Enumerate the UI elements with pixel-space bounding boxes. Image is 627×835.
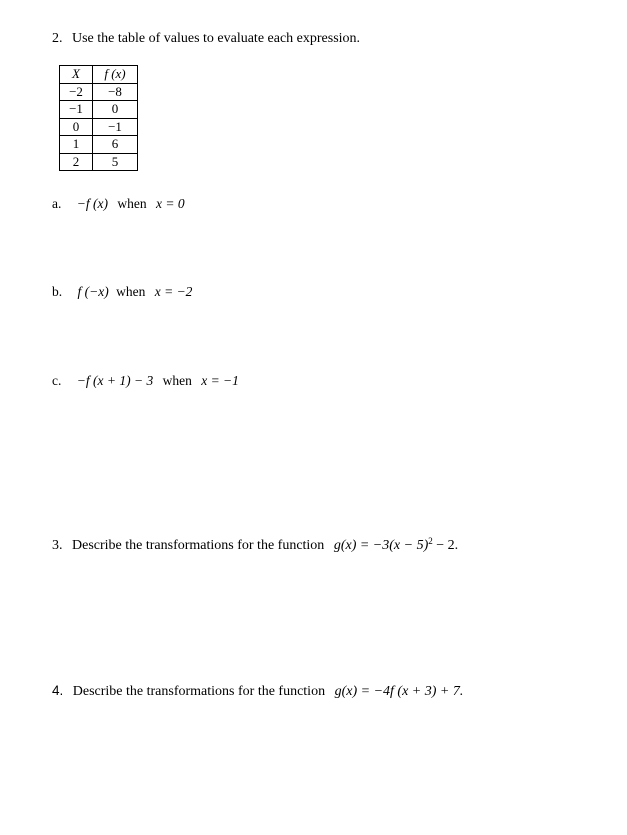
part-c-expression: −f (x + 1) − 3	[76, 373, 154, 388]
question-3-function-tail: − 2.	[432, 538, 459, 553]
values-table	[59, 65, 138, 171]
table-cell-fx: 0	[93, 101, 138, 119]
part-a-condition: x = 0	[155, 196, 185, 211]
question-3-number: 3.	[52, 538, 63, 553]
table-cell-x: −2	[60, 83, 93, 101]
table-cell-fx: −8	[93, 83, 138, 101]
table-cell-fx: −1	[93, 118, 138, 136]
part-b-expression: f (−x)	[77, 284, 109, 299]
table-row	[60, 153, 138, 171]
part-a-when: when	[117, 196, 147, 211]
table-row	[60, 118, 138, 136]
table-header-row	[60, 66, 138, 84]
question-4	[52, 683, 463, 700]
question-4-function: g(x) = −4f (x + 3) + 7.	[334, 684, 464, 699]
question-4-number: 4.	[52, 683, 64, 698]
question-2	[52, 31, 360, 47]
question-4-text: Describe the transformations for the function	[72, 684, 326, 699]
table-cell-fx: 5	[93, 153, 138, 171]
table-header-fx: f (x)	[93, 66, 138, 84]
question-3	[52, 536, 458, 554]
part-b	[52, 284, 192, 300]
part-c-condition: x = −1	[201, 373, 239, 388]
part-b-when: when	[116, 284, 146, 299]
part-a-expression: −f (x)	[76, 196, 108, 211]
part-c	[52, 373, 239, 389]
table-row	[60, 83, 138, 101]
part-b-label: b.	[52, 284, 63, 299]
table-header-x: X	[60, 66, 93, 84]
table-cell-x: 1	[60, 136, 93, 154]
table-row	[60, 136, 138, 154]
question-2-number: 2.	[52, 31, 63, 46]
table-cell-x: 2	[60, 153, 93, 171]
table-row	[60, 101, 138, 119]
question-2-text: Use the table of values to evaluate each expression.	[72, 31, 361, 46]
part-b-condition: x = −2	[154, 284, 193, 299]
part-a	[52, 196, 185, 212]
part-c-label: c.	[52, 373, 62, 388]
question-3-text: Describe the transformations for the function	[72, 538, 325, 553]
table-cell-x: −1	[60, 101, 93, 119]
question-3-exponent: 2	[428, 536, 433, 546]
table-cell-x: 0	[60, 118, 93, 136]
question-3-function: g(x) = −3(x − 5)	[333, 538, 429, 553]
table-cell-fx: 6	[93, 136, 138, 154]
part-a-label: a.	[52, 196, 62, 211]
part-c-when: when	[162, 373, 192, 388]
